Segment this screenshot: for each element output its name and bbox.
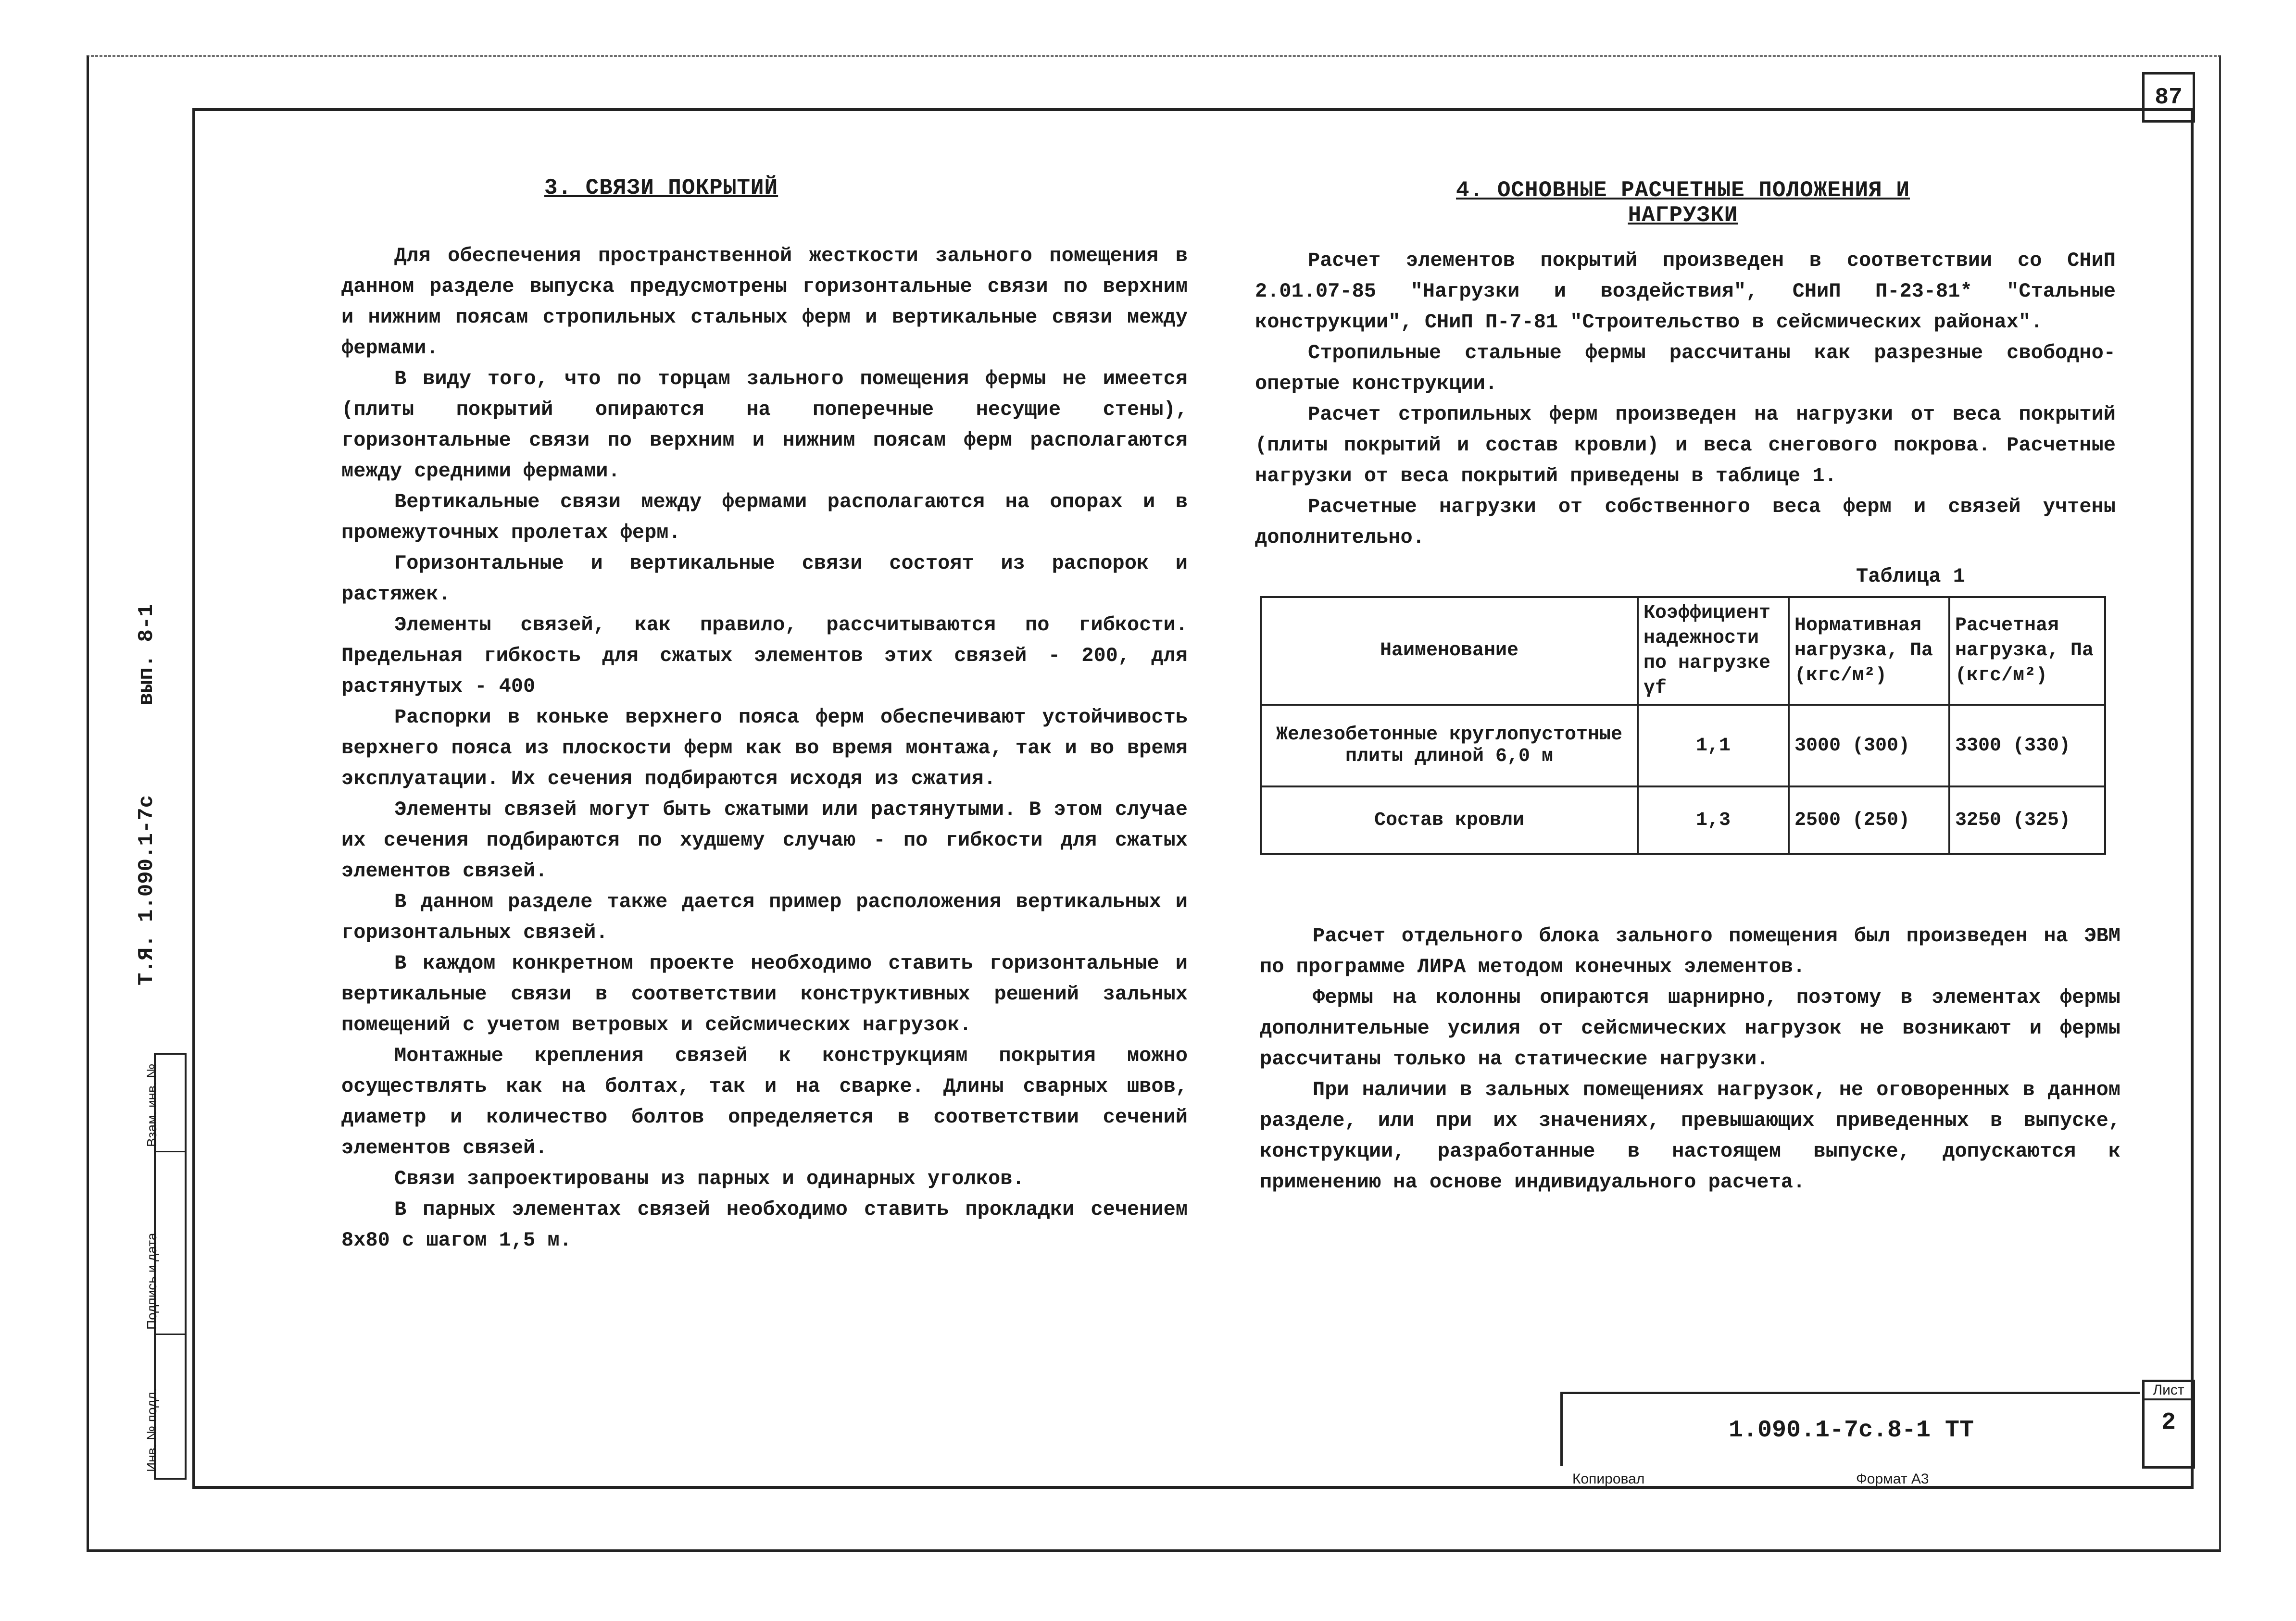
stamp-cell-replace xyxy=(144,1055,185,1152)
side-label-issue: вып. 8-1 xyxy=(135,604,159,706)
section4-body xyxy=(1255,245,2116,553)
table-header-row xyxy=(1261,597,2105,705)
paragraph: В парных элементах связей необходимо ставить прокладки сечением 8х80 с шагом 1,5 м. xyxy=(341,1198,1188,1252)
table-header-cell: Расчетная нагрузка, Па (кгс/м²) xyxy=(1949,597,2105,705)
paragraph: При наличии в зальных помещениях нагрузок, не оговоренных в данном разделе, или при их значениях, превышающих приведенных в выпуске, конструкции, разработанные в настоящем выпуске, допускаются к применению на основе индивидуального расчета. xyxy=(1260,1078,2120,1194)
paragraph: Расчет элементов покрытий произведен в соответствии со СНиП 2.01.07-85 "Нагрузки и воздействия", СНиП П-23-81* "Стальные конструкции", СНиП П-7-81 "Строительство в сейсмических районах". xyxy=(1255,249,2116,334)
paragraph: Элементы связей могут быть сжатыми или растянутыми. В этом случае их сечения подбираются по худшему случаю - по гибкости для сжатых элементов связей. xyxy=(341,798,1188,883)
page-number: 87 xyxy=(2142,72,2195,123)
section4-body-after xyxy=(1260,921,2120,1197)
table-header-cell: Нормативная нагрузка, Па (кгс/м²) xyxy=(1789,597,1949,705)
table-cell: Состав кровли xyxy=(1261,786,1638,854)
loads-table-wrap xyxy=(1260,596,2106,855)
table-cell: 3300 (330) xyxy=(1949,705,2105,786)
stamp-cell-inventory xyxy=(144,1334,185,1476)
table-cell: 3250 (325) xyxy=(1949,786,2105,854)
table-cell: 1,1 xyxy=(1638,705,1789,786)
loads-table xyxy=(1260,596,2106,855)
paragraph: Для обеспечения пространственной жесткости зального помещения в данном разделе выпуска предусмотрены горизонтальные связи по верхним и нижним поясам стропильных стальных ферм и вертикальные связи между фермами. xyxy=(341,244,1188,360)
table-cell: 2500 (250) xyxy=(1789,786,1949,854)
stamp-label: Взам. инв. № xyxy=(144,1063,159,1147)
stamp-cell-signature xyxy=(144,1151,185,1335)
paragraph: Расчетные нагрузки от собственного веса ферм и связей учтены дополнительно. xyxy=(1255,495,2116,549)
paragraph: Расчет стропильных ферм произведен на нагрузки от веса покрытий (плиты покрытий и состав кровли) и веса снегового покрова. Расчетные нагрузки от веса покрытий приведены в таблице 1. xyxy=(1255,403,2116,487)
paragraph: Стропильные стальные фермы рассчитаны как разрезные свободно-опертые конструкции. xyxy=(1255,341,2116,395)
sheet-box xyxy=(2142,1380,2195,1469)
table-header-cell: Наименование xyxy=(1261,597,1638,705)
section4-title xyxy=(1346,178,2020,228)
paragraph: Распорки в коньке верхнего пояса ферм обеспечивают устойчивость верхнего пояса из плоскости ферм как во время монтажа, так и во время эксплуатации. Их сечения подбираются исходя из сжатия. xyxy=(341,706,1188,790)
paragraph: Монтажные крепления связей к конструкциям покрытия можно осуществлять как на болтах, так и на сварке. Длины сварных швов, диаметр и количество болтов определяется в соответствии сечений элементов связей. xyxy=(341,1044,1188,1160)
footer-copied: Копировал xyxy=(1572,1471,1645,1487)
paragraph: В виду того, что по торцам зального помещения фермы не имеется (плиты покрытий опираются на поперечные несущие стены), горизонтальные связи по верхним и нижним поясам ферм располагаются между средними фермами. xyxy=(341,367,1188,483)
side-label-code: Т.Я. 1.090.1-7с xyxy=(135,795,159,985)
table-cell: Железобетонные круглопустотные плиты длиной 6,0 м xyxy=(1261,705,1638,786)
section3-title: 3. СВЯЗИ ПОКРЫТИЙ xyxy=(544,175,778,200)
footer-format: Формат А3 xyxy=(1856,1471,1929,1487)
stamp-label: Инв. № подл. xyxy=(144,1388,159,1472)
table-cell: 1,3 xyxy=(1638,786,1789,854)
paragraph: Вертикальные связи между фермами располагаются на опорах и в промежуточных пролетах ферм. xyxy=(341,490,1188,544)
section4-title-line2: НАГРУЗКИ xyxy=(1628,203,1738,228)
table-row xyxy=(1261,705,2105,786)
table-header-cell: Коэффициент надежности по нагрузке γf xyxy=(1638,597,1789,705)
stamp-label: Подпись и дата xyxy=(144,1233,159,1330)
section3-body xyxy=(341,240,1188,1256)
table-caption: Таблица 1 xyxy=(1856,565,1965,588)
title-block-code: 1.090.1-7с.8-1 ТТ xyxy=(1560,1392,2140,1466)
side-label xyxy=(135,527,159,985)
section4-title-line1: 4. ОСНОВНЫЕ РАСЧЕТНЫЕ ПОЛОЖЕНИЯ И xyxy=(1456,178,1910,203)
paragraph: Горизонтальные и вертикальные связи состоят из распорок и растяжек. xyxy=(341,552,1188,606)
paragraph: В каждом конкретном проекте необходимо ставить горизонтальные и вертикальные связи в соответствии конструктивных решений зальных помещений с учетом ветровых и сейсмических нагрузок. xyxy=(341,952,1188,1036)
paragraph: Элементы связей, как правило, рассчитываются по гибкости. Предельная гибкость для сжатых элементов этих связей - 200, для растянутых - 400 xyxy=(341,613,1188,698)
paragraph: Расчет отдельного блока зального помещения был произведен на ЭВМ по программе ЛИРА методом конечных элементов. xyxy=(1260,924,2120,978)
paragraph: Связи запроектированы из парных и одинарных уголков. xyxy=(394,1167,1025,1190)
stamp-column xyxy=(144,1053,187,1480)
paragraph: В данном разделе также дается пример расположения вертикальных и горизонтальных связей. xyxy=(341,890,1188,944)
sheet-label: Лист xyxy=(2145,1382,2193,1400)
table-cell: 3000 (300) xyxy=(1789,705,1949,786)
table-row xyxy=(1261,786,2105,854)
sheet-number: 2 xyxy=(2161,1409,2176,1436)
paragraph: Фермы на колонны опираются шарнирно, поэтому в элементах фермы дополнительные усилия от сейсмических нагрузок не возникают и фермы рассчитаны только на статические нагрузки. xyxy=(1260,986,2120,1071)
